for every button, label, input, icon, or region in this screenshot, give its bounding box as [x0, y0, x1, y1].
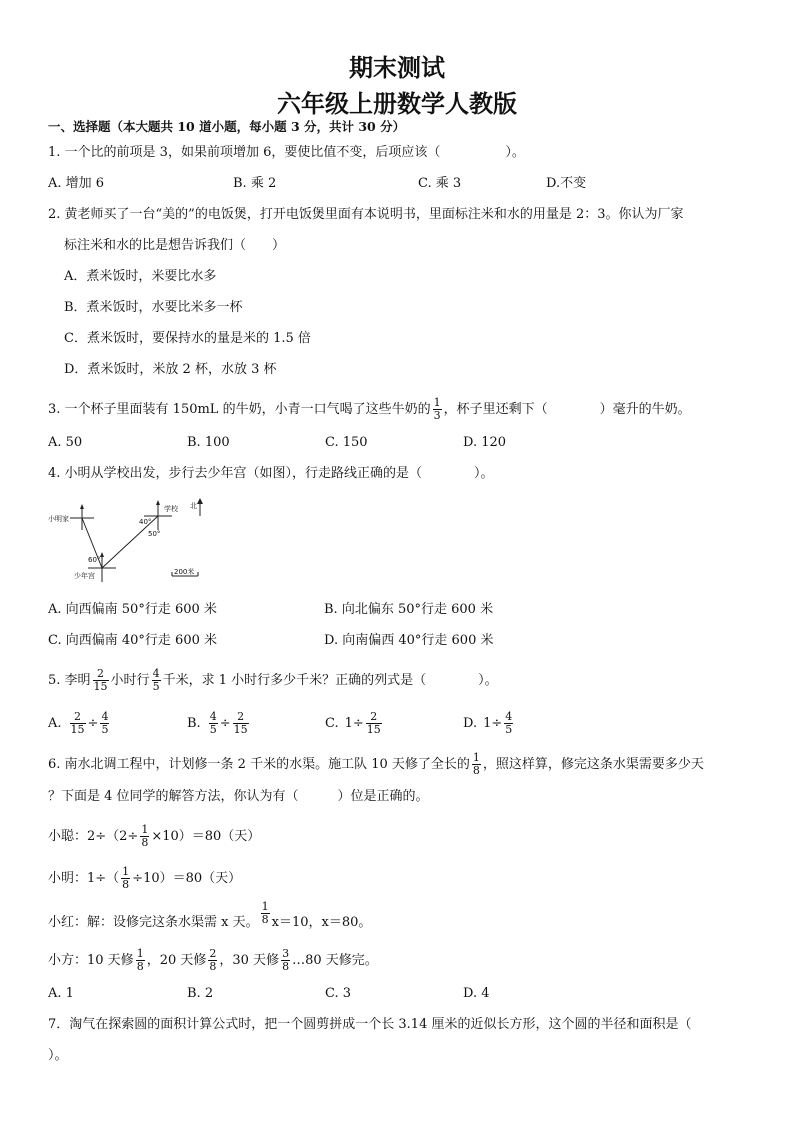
- q4-option-a[interactable]: A. 向西偏南 50°行走 600 米: [48, 602, 217, 617]
- palace-arrow-icon: [100, 552, 104, 557]
- q7-stem-line1: 7．淘气在探索圆的面积计算公式时，把一个圆剪拼成一个长 3.14 厘米的近似长方形，这个圆的半径和面积是（: [48, 1017, 692, 1032]
- q2-stem-line1: 2. 黄老师买了一台“美的”的电饭煲，打开电饭煲里面有本说明书，里面标注米和水的用量是 2：3。你认为厂家: [48, 207, 684, 222]
- q4-option-c[interactable]: C. 向西偏南 40°行走 600 米: [48, 633, 218, 648]
- q5-option-b[interactable]: B. $\frac{4}{5}$ ÷ $\frac{2}{15}$: [187, 710, 248, 736]
- q2-option-a[interactable]: A．煮米饭时，米要比水多: [64, 269, 217, 284]
- q3-option-c[interactable]: C. 150: [325, 435, 368, 450]
- q7-stem-line2: ）。: [48, 1048, 68, 1063]
- q1-option-c[interactable]: C. 乘 3: [418, 176, 462, 191]
- q3-option-d[interactable]: D. 120: [463, 435, 507, 450]
- page-subtitle: 六年级上册数学人教版: [277, 90, 517, 118]
- q2-option-c[interactable]: C．煮米饭时，要保持水的量是米的 1.5 倍: [64, 331, 311, 346]
- q3-option-a[interactable]: A. 50: [48, 435, 83, 450]
- q6-answer-hong: 小红：解：设修完这条水渠需 x 天。 $\frac{1}{8}$ x＝10，x＝80。: [48, 900, 372, 930]
- q5-stem: [48, 668, 498, 693]
- q5-fraction-distance: $\frac{4}{5}$: [152, 667, 160, 693]
- q6-answer-fang: 小方：10 天修 $\frac{1}{8}$ ，20 天修 $\frac{2}{8}$ ，30 天修 $\frac{3}{8}$ …80 天修完。: [48, 947, 378, 973]
- q2-option-b[interactable]: B．煮米饭时，水要比米多一杯: [64, 300, 243, 315]
- q5-fraction-time: $\frac{2}{15}$: [93, 667, 108, 693]
- q1-stem: 1. 一个比的前项是 3，如果前项增加 6，要使比值不变，后项应该（ ）。: [48, 145, 525, 160]
- q6-stem-line1: 6. 南水北调工程中，计划修一条 2 千米的水渠。施工队 10 天修了全长的 $\frac{1}{8}$ ，照这样算，修完这条水渠需要多少天: [48, 751, 704, 777]
- q2-stem-line2: 标注米和水的比是想告诉我们（ ）: [64, 238, 286, 253]
- q1-option-d[interactable]: D.不变: [546, 176, 587, 191]
- q6-answer-ming: 小明：1÷（ $\frac{1}{8}$ ÷10）＝80（天）: [48, 865, 242, 891]
- map-label-angle-40: 40°: [139, 518, 152, 526]
- q6-stem-line2: ？下面是 4 位同学的解答方法，你认为有（ ）位是正确的。: [48, 789, 429, 804]
- q6-option-d[interactable]: D. 4: [463, 986, 490, 1001]
- map-label-north: 北: [190, 502, 197, 510]
- q6-option-a[interactable]: A. 1: [48, 986, 74, 1001]
- q5-option-d[interactable]: D. 1÷ $\frac{4}{5}$: [463, 710, 513, 736]
- q3-stem: [48, 397, 691, 422]
- q3-stem-pre: 3. 一个杯子里面装有 150mL 的牛奶，小青一口气喝了这些牛奶的: [48, 402, 431, 417]
- q5-stem-mid: 小时行: [110, 673, 150, 688]
- q4-option-b[interactable]: B. 向北偏东 50°行走 600 米: [324, 602, 494, 617]
- map-label-school: 学校: [164, 505, 178, 513]
- q5-option-c[interactable]: C. 1÷ $\frac{2}{15}$: [325, 710, 381, 736]
- q3-stem-post: ，杯子里还剩下（ ）毫升的牛奶。: [443, 402, 691, 417]
- q4-stem: 4. 小明从学校出发，步行去少年宫（如图），行走路线正确的是（ ）。: [48, 466, 494, 481]
- map-label-home: 小明家: [48, 515, 69, 523]
- home-arrow-icon: [80, 504, 84, 509]
- q5-stem-post: 千米，求 1 小时行多少千米？正确的列式是（ ）。: [162, 673, 498, 688]
- q3-option-b[interactable]: B. 100: [187, 435, 230, 450]
- q5-option-a[interactable]: A. $\frac{2}{15}$ ÷ $\frac{4}{5}$: [48, 710, 109, 736]
- q6-option-b[interactable]: B. 2: [187, 986, 214, 1001]
- page-title: 期末测试: [349, 54, 445, 82]
- q3-fraction: $\frac{1}{3}$: [433, 396, 441, 422]
- q1-option-a[interactable]: A. 增加 6: [48, 176, 105, 191]
- q6-option-c[interactable]: C. 3: [325, 986, 352, 1001]
- map-label-angle-50: 50°: [148, 530, 161, 538]
- section-heading: 一、选择题（本大题共 10 道小题，每小题 3 分，共计 30 分）: [48, 119, 406, 134]
- map-label-angle-60: 60°: [88, 556, 101, 564]
- q2-option-d[interactable]: D．煮米饭时，米放 2 杯，水放 3 杯: [64, 362, 277, 377]
- q6-fraction: $\frac{1}{8}$: [472, 751, 480, 777]
- q4-option-d[interactable]: D. 向南偏西 40°行走 600 米: [324, 633, 494, 648]
- q4-route-map: [44, 494, 224, 586]
- q6-answer-cong: 小聪：2÷（2÷ $\frac{1}{8}$ ×10）＝80（天）: [48, 823, 261, 849]
- q1-option-b[interactable]: B. 乘 2: [233, 176, 277, 191]
- map-label-scale: 200米: [174, 568, 195, 576]
- school-arrow-icon: [156, 500, 160, 505]
- q5-stem-pre: 5. 李明: [48, 673, 91, 688]
- map-label-palace: 少年宫: [74, 572, 95, 580]
- north-arrow-icon: [197, 498, 203, 504]
